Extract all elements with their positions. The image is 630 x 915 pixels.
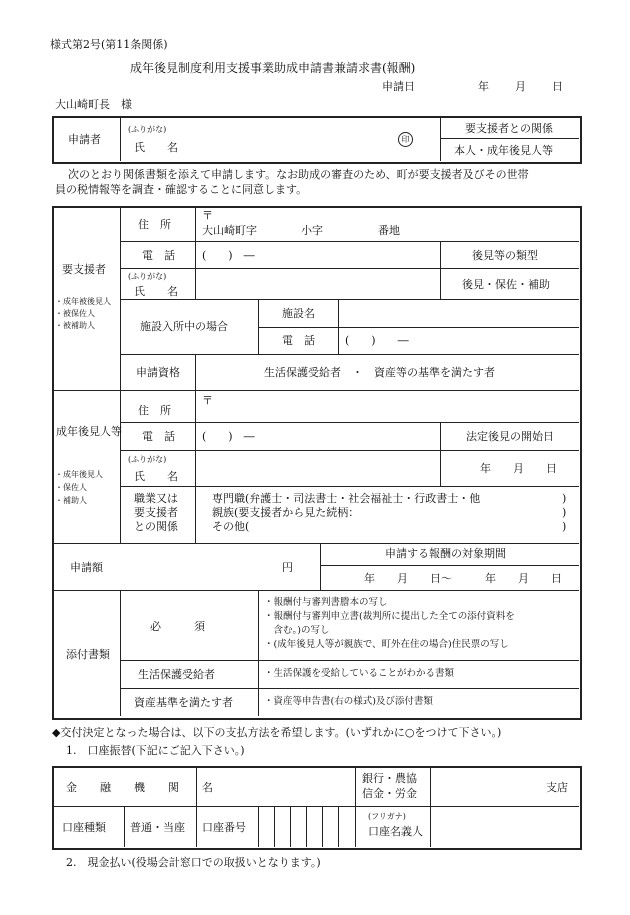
guardian-phone-label: 電 話 bbox=[142, 430, 175, 443]
facility-phone-field[interactable]: ( ) ― bbox=[345, 334, 409, 347]
guardian-type-3: ・補助人 bbox=[55, 496, 87, 505]
close-paren-1: ) bbox=[562, 492, 567, 505]
guardian-type-value[interactable]: 後見・保佐・補助 bbox=[462, 278, 550, 291]
holder-label: 口座名義人 bbox=[368, 825, 423, 838]
bank-box bbox=[52, 766, 582, 850]
occupation-label-3: との関係 bbox=[134, 520, 178, 533]
occupation-label-1: 職業又は bbox=[134, 492, 178, 505]
supportee-furigana: (ふりがな) bbox=[128, 272, 167, 281]
guardian-type-1: ・成年後見人 bbox=[55, 470, 103, 479]
relation-label[interactable]: 要支援者との関係 bbox=[465, 122, 553, 135]
required-item-3: 含む。)の写し bbox=[264, 625, 330, 636]
addressee: 大山崎町長 様 bbox=[55, 98, 132, 111]
qualification-value[interactable]: 生活保護受給者 ・ 資産等の基準を満たす者 bbox=[264, 366, 495, 379]
date-day: 日 bbox=[552, 80, 563, 93]
consent-line-1: 次のとおり関係書類を添えて申請します。なお助成の審査のため、町が要支援者及びその世帯 bbox=[68, 168, 529, 181]
supportee-address-label: 住 所 bbox=[138, 218, 171, 231]
required-item-1: ・報酬付与審判書謄本の写し bbox=[264, 597, 388, 608]
period-value[interactable]: 年 月 日～ 年 月 日 bbox=[364, 572, 562, 585]
applicant-label: 申請者 bbox=[68, 133, 101, 146]
facility-case-label: 施設入所中の場合 bbox=[140, 320, 228, 333]
applicant-furigana: (ふりがな) bbox=[128, 125, 167, 134]
occupation-professional[interactable]: 専門職(弁護士・司法書士・社会福祉士・行政書士・他 bbox=[212, 492, 481, 505]
period-label: 申請する報酬の対象期間 bbox=[385, 547, 506, 560]
account-number-label: 口座番号 bbox=[202, 821, 246, 834]
asset-item: ・資産等申告書(右の様式)及び添付書類 bbox=[264, 696, 433, 707]
required-label: 必 須 bbox=[150, 620, 205, 633]
amount-unit[interactable]: 円 bbox=[282, 561, 293, 574]
asset-label: 資産基準を満たす者 bbox=[134, 696, 233, 709]
occupation-other[interactable]: その他( bbox=[212, 520, 250, 533]
form-title: 成年後見制度利用支援事業助成申請書兼請求書(報酬) bbox=[130, 61, 416, 75]
guardian-label: 成年後見人等 bbox=[56, 425, 122, 438]
supportee-address-value[interactable]: 大山崎町字 小字 番地 bbox=[202, 224, 400, 237]
branch-label: 支店 bbox=[546, 781, 568, 794]
supportee-postal-mark: 〒 bbox=[202, 209, 213, 222]
guardian-type-2: ・保佐人 bbox=[55, 483, 87, 492]
bank-name-label: 金 融 機 関 名 bbox=[66, 781, 219, 794]
date-year: 年 bbox=[478, 80, 489, 93]
account-type-label: 口座種類 bbox=[62, 821, 106, 834]
qualification-label: 申請資格 bbox=[136, 366, 180, 379]
guardian-address-label: 住 所 bbox=[138, 404, 171, 417]
guardian-start-date[interactable]: 年 月 日 bbox=[480, 462, 557, 475]
supportee-type-1: ・成年被後見人 bbox=[55, 297, 111, 306]
consent-line-2: 員の税情報等を調査・確認することに同意します。 bbox=[55, 183, 308, 196]
supportee-name-label: 氏 名 bbox=[134, 285, 178, 298]
bank-type-1[interactable]: 銀行・農協 bbox=[362, 772, 417, 785]
supportee-phone-label: 電 話 bbox=[142, 249, 175, 262]
guardian-furigana: (ふりがな) bbox=[128, 455, 167, 464]
seal-mark: 印 bbox=[398, 132, 413, 147]
occupation-relative[interactable]: 親族(要支援者から見た続柄： bbox=[212, 506, 360, 519]
payment-option-1[interactable]: 1. 口座振替(下記にご記入下さい。) bbox=[66, 744, 245, 757]
welfare-label: 生活保護受給者 bbox=[138, 668, 215, 681]
supportee-type-2: ・被保佐人 bbox=[55, 309, 95, 318]
facility-phone-label: 電 話 bbox=[282, 334, 315, 347]
required-item-4: ・(成年後見人等が親族で、町外在住の場合)住民票の写し bbox=[264, 639, 509, 650]
date-label: 申請日 bbox=[382, 80, 415, 93]
date-month: 月 bbox=[515, 80, 526, 93]
guardian-type-label: 後見等の類型 bbox=[472, 249, 538, 262]
supportee-label: 要支援者 bbox=[62, 263, 106, 276]
supportee-type-3: ・被補助人 bbox=[55, 321, 95, 330]
attachments-label: 添付書類 bbox=[66, 648, 110, 661]
relation-value[interactable]: 本人・成年後見人等 bbox=[454, 144, 553, 157]
payment-option-2[interactable]: 2. 現金払い(役場会計窓口での取扱いとなります。) bbox=[66, 856, 321, 869]
welfare-item: ・生活保護を受給していることがわかる書類 bbox=[264, 668, 455, 679]
form-number: 様式第2号(第11条関係) bbox=[50, 38, 168, 51]
required-item-2: ・報酬付与審判申立書(裁判所に提出した全ての添付資料を bbox=[264, 611, 515, 622]
guardian-name-label: 氏 名 bbox=[134, 470, 178, 483]
occupation-label-2: 要支援者 bbox=[134, 506, 178, 519]
guardian-start-label: 法定後見の開始日 bbox=[466, 430, 554, 443]
amount-label: 申請額 bbox=[70, 561, 103, 574]
applicant-name-label: 氏 名 bbox=[134, 141, 178, 154]
account-type-value[interactable]: 普通・当座 bbox=[130, 821, 185, 834]
supportee-phone-field[interactable]: ( ) ― bbox=[202, 249, 255, 262]
guardian-phone-field[interactable]: ( ) ― bbox=[202, 430, 255, 443]
payment-note: ◆交付決定となった場合は、以下の支払方法を希望します。(いずれかに○をつけて下さい。) bbox=[52, 726, 502, 739]
guardian-postal-mark[interactable]: 〒 bbox=[202, 394, 213, 407]
holder-furigana: (フリガナ) bbox=[368, 812, 406, 821]
close-paren-3: ) bbox=[562, 520, 567, 533]
close-paren-2: ) bbox=[562, 506, 567, 519]
facility-name-label: 施設名 bbox=[282, 307, 315, 320]
bank-type-2[interactable]: 信金・労金 bbox=[362, 787, 417, 800]
